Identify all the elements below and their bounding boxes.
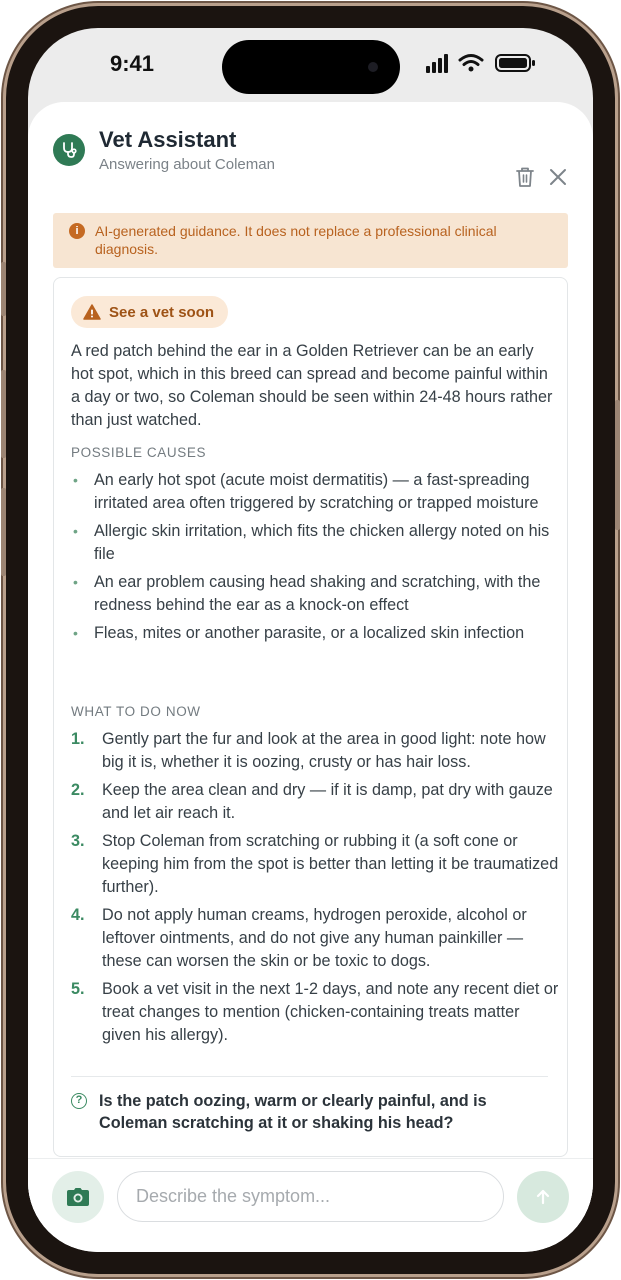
disclaimer-text: AI-generated guidance. It does not replace a professional clinical diagnosis. bbox=[95, 223, 497, 257]
volume-up-button bbox=[1, 370, 6, 458]
clear-chat-button[interactable] bbox=[510, 162, 540, 192]
bullet-dot: • bbox=[73, 472, 78, 488]
wifi-icon bbox=[460, 56, 482, 72]
urgency-label: See a vet soon bbox=[109, 303, 215, 321]
possible-causes-list bbox=[71, 469, 557, 650]
cause-text: An early hot spot (acute moist dermatitis) — a fast-spreading irritated area often triggered by scratching or trapped moisture bbox=[94, 471, 539, 512]
bullet-dot: • bbox=[73, 523, 78, 539]
message-composer bbox=[28, 1158, 593, 1248]
power-button bbox=[615, 400, 620, 530]
status-bar bbox=[28, 28, 593, 100]
response-summary: A red patch behind the ear in a Golden Retriever can be an early hot spot, which in this breed can spread and become painful within a day or two, so Coleman should be seen within 24-48 hours rather than just watched. bbox=[71, 342, 553, 429]
camera-lens bbox=[368, 62, 378, 72]
step-number: 2. bbox=[71, 781, 85, 799]
warning-icon bbox=[83, 304, 101, 320]
step-number: 1. bbox=[71, 730, 85, 748]
camera-icon bbox=[66, 1187, 90, 1207]
camera-button[interactable] bbox=[52, 1171, 104, 1223]
divider bbox=[71, 1076, 548, 1077]
cause-text: Fleas, mites or another parasite, or a localized skin infection bbox=[94, 624, 525, 642]
close-button[interactable] bbox=[543, 162, 573, 192]
vet-assistant-sheet bbox=[28, 102, 593, 1252]
battery-icon bbox=[496, 55, 535, 71]
signal-icon bbox=[426, 54, 448, 73]
step-text: Book a vet visit in the next 1-2 days, and note any recent diet or treat changes to mention (chicken-containing treats matter given his allergy). bbox=[102, 980, 559, 1044]
step-text: Gently part the fur and look at the area in good light: note how big it is, whether it is oozing, crusty or has hair loss. bbox=[102, 730, 546, 771]
symptom-input[interactable] bbox=[117, 1171, 504, 1222]
action-step bbox=[71, 728, 561, 774]
step-text: Do not apply human creams, hydrogen peroxide, alcohol or leftover ointments, and do not give any human painkiller — these can worsen the skin or be toxic to dogs. bbox=[102, 906, 527, 970]
step-number: 4. bbox=[71, 906, 85, 924]
sheet-header bbox=[28, 102, 593, 184]
volume-down-button bbox=[1, 488, 6, 576]
info-icon: i bbox=[69, 223, 85, 239]
step-text: Stop Coleman from scratching or rubbing it (a soft cone or keeping him from the spot is better than letting it be traumatized further). bbox=[102, 832, 559, 896]
step-number: 3. bbox=[71, 832, 85, 850]
phone-screen bbox=[28, 28, 593, 1252]
cause-item bbox=[71, 622, 557, 645]
action-step bbox=[71, 830, 561, 899]
cause-item bbox=[71, 469, 557, 515]
action-step bbox=[71, 779, 561, 825]
cause-text: An ear problem causing head shaking and scratching, with the redness behind the ear as a knock-on effect bbox=[94, 573, 541, 614]
assistant-avatar bbox=[53, 134, 85, 166]
action-step bbox=[71, 904, 561, 973]
step-number: 5. bbox=[71, 980, 85, 998]
action-step bbox=[71, 978, 561, 1047]
urgency-badge bbox=[71, 296, 228, 328]
send-arrow-icon bbox=[533, 1187, 553, 1207]
status-icons bbox=[426, 52, 544, 74]
bullet-dot: • bbox=[73, 574, 78, 590]
stethoscope-icon bbox=[59, 140, 79, 160]
cause-item bbox=[71, 520, 557, 566]
page-title: Vet Assistant bbox=[99, 127, 237, 152]
pet-context-subtitle: Answering about Coleman bbox=[99, 156, 275, 173]
trash-icon bbox=[515, 166, 535, 188]
cause-text: Allergic skin irritation, which fits the chicken allergy noted on his file bbox=[94, 522, 550, 563]
step-text: Keep the area clean and dry — if it is damp, pat dry with gauze and let air reach it. bbox=[102, 781, 553, 822]
assistant-response-card bbox=[53, 277, 568, 1157]
cause-item bbox=[71, 571, 557, 617]
what-to-do-heading: WHAT TO DO NOW bbox=[71, 704, 201, 719]
followup-question-text: Is the patch oozing, warm or clearly painful, and is Coleman scratching at it or shaking his head? bbox=[99, 1092, 487, 1132]
possible-causes-heading: POSSIBLE CAUSES bbox=[71, 445, 207, 460]
bullet-dot: • bbox=[73, 625, 78, 641]
status-time: 9:41 bbox=[110, 51, 155, 76]
action-steps-list bbox=[71, 728, 561, 1052]
silent-switch bbox=[1, 262, 6, 316]
question-circle-icon: ? bbox=[71, 1093, 87, 1109]
close-icon bbox=[549, 168, 567, 186]
send-button[interactable] bbox=[517, 1171, 569, 1223]
ai-disclaimer-banner bbox=[53, 213, 568, 268]
